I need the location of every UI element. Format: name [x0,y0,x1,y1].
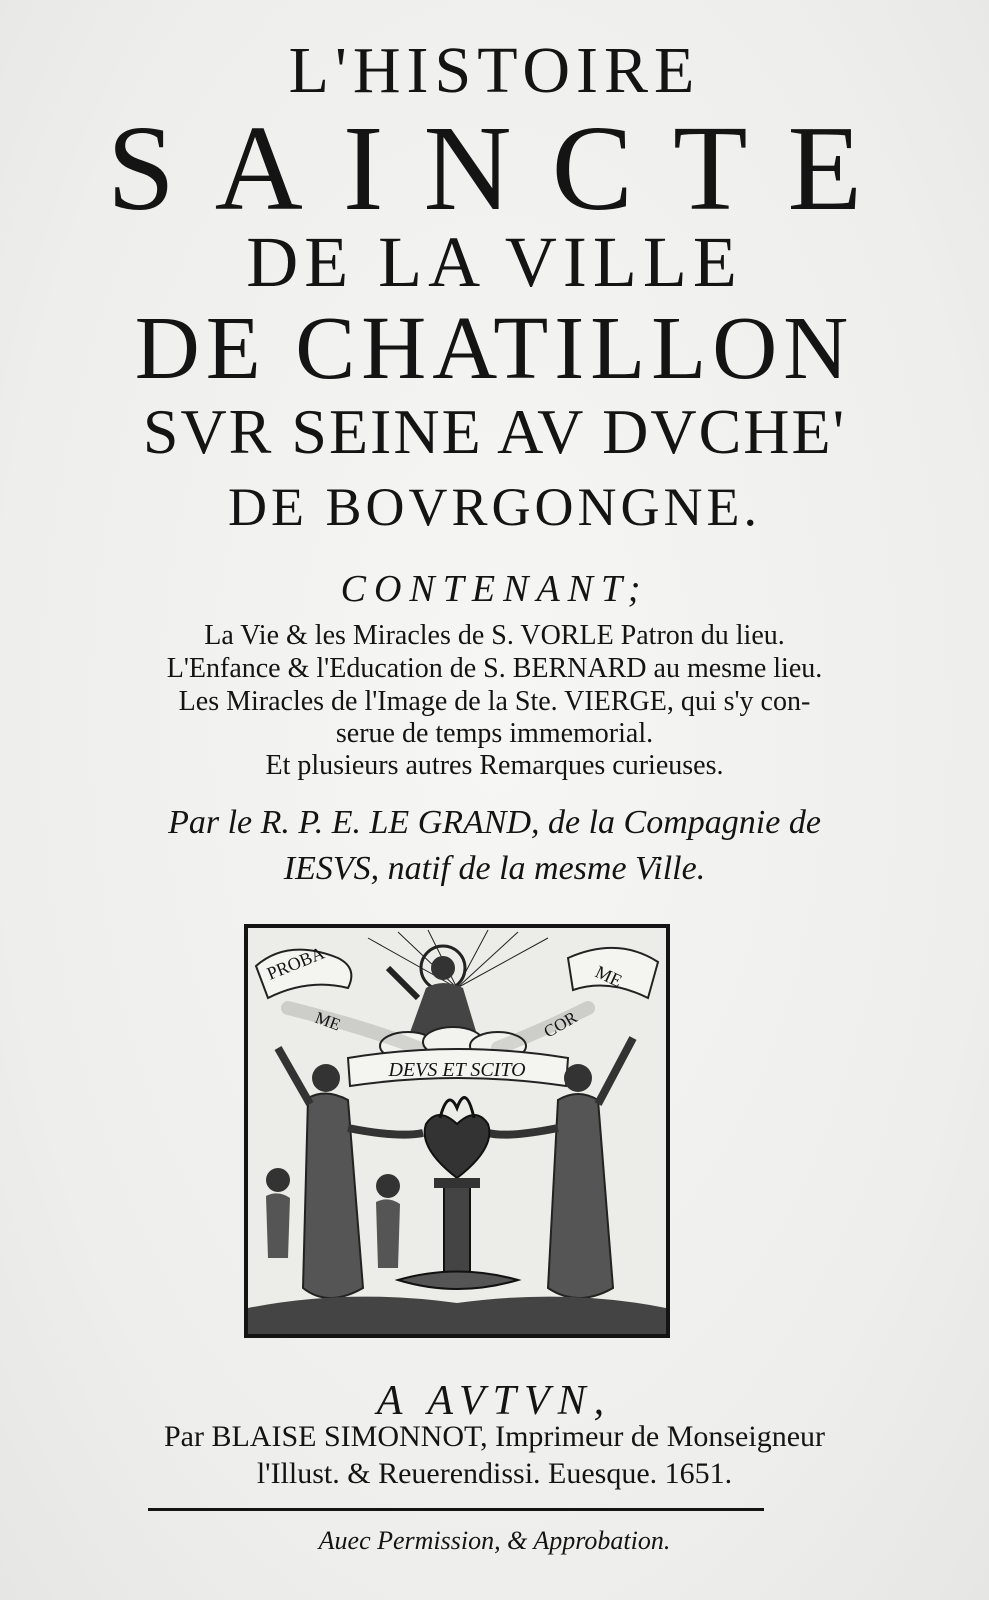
title-line-6: DE BOVRGONGNE. [228,477,761,537]
contents-line-2: L'Enfance & l'Education de S. BERNARD au mesme lieu. [166,653,823,684]
right-scroll-banner [498,948,658,1048]
author-line-2: IESVS, natif de la mesme Ville. [283,850,706,887]
title-line-3: DE LA VILLE [246,222,743,302]
author-line-1: Par le R. P. E. LE GRAND, de la Compagnie de [168,804,821,841]
contents-line-3: Les Miracles de l'Image de la Ste. VIERGE, qui s'y con- [178,686,811,717]
imprint-bishop: l'Illust. & Reuerendissi. Euesque. 1651. [256,1457,733,1490]
divider-rule [148,1508,764,1511]
imprint-city: A AVTVN, [376,1378,613,1424]
contents-line-4: serue de temps immemorial. [335,718,654,749]
clasped-hands-icon [398,1272,518,1290]
banner-text-me-left: ME [312,1007,344,1035]
contenant-heading: CONTENANT; [340,568,649,610]
title-line-2: SAINCTE [106,101,903,236]
radiance-icon [368,930,548,988]
contents-line-5: Et plusieurs autres Remarques curieuses. [265,750,724,781]
banner-text-center: DEVS ET SCITO [388,1059,526,1081]
title-line-5: SVR SEINE AV DVCHE' [142,396,847,467]
title-line-1: L'HISTOIRE [288,34,701,107]
imprint-printer: Par BLAISE SIMONNOT, Imprimeur de Monseigneur [163,1420,825,1453]
banner-text-me-right: ME [592,961,626,992]
banner-text-cor: COR [540,1007,581,1042]
flaming-heart-icon [425,1098,490,1178]
banner-text-proba: PROBA [264,942,328,984]
title-line-4: DE CHATILLON [134,299,855,398]
pillar-icon [434,1178,480,1274]
ground [248,1297,666,1334]
woodcut-illustration [248,928,666,1334]
printers-device-woodcut [244,924,670,1338]
contents-line-1: La Vie & les Miracles de S. VORLE Patron du lieu. [204,620,785,651]
permission-line: Auec Permission, & Approbation. [318,1526,671,1555]
central-scroll-banner [348,1049,568,1086]
left-scroll-banner [256,943,418,1048]
